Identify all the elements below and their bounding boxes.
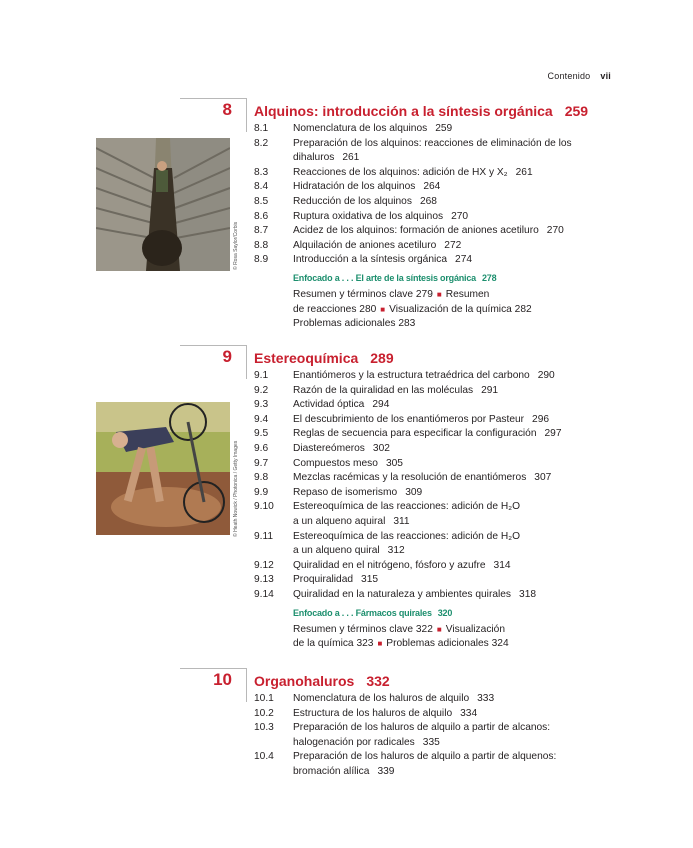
section-page: 261 — [342, 152, 360, 164]
chapter-photo-cyclist — [96, 402, 230, 535]
toc-entry[interactable] — [254, 239, 614, 254]
section-title: Reacciones de los alquinos: adición de HX y X₂ — [293, 166, 508, 178]
chapter-rule — [180, 98, 246, 99]
summary-item-page: 279 — [415, 288, 433, 300]
section-page: 305 — [385, 457, 403, 469]
chapter-entries — [254, 369, 614, 652]
summary-item[interactable] — [389, 304, 532, 315]
section-number: 9.4 — [254, 413, 269, 425]
section-number: 10.2 — [254, 707, 274, 719]
running-head — [548, 71, 611, 81]
summary-item-label[interactable]: Resumen — [445, 288, 490, 300]
section-number: 8.1 — [254, 123, 269, 134]
section-title: Estereoquímica de las reacciones: adición de H₂O — [293, 530, 521, 542]
section-page: 264 — [423, 181, 441, 193]
section-number: 10.4 — [254, 751, 274, 763]
summary-item-label: Visualización de la química — [389, 303, 512, 315]
section-page: 290 — [537, 370, 555, 381]
toc-entry[interactable] — [254, 137, 614, 166]
section-page: 268 — [419, 195, 437, 207]
section-title: Actividad óptica — [293, 399, 365, 411]
focus-page: 278 — [481, 272, 497, 283]
chapter-page: 332 — [366, 673, 390, 689]
section-title: Quiralidad en la naturaleza y ambientes quirales — [293, 588, 512, 600]
section-title: Hidratación de los alquinos — [293, 181, 416, 193]
section-title: El descubrimiento de los enantiómeros por Pasteur — [293, 413, 525, 425]
summary-item-label[interactable]: Visualización — [445, 623, 506, 635]
section-title-cont: dihaluros — [293, 152, 335, 164]
summary-item-page: 322 — [415, 623, 433, 635]
toc-entry[interactable] — [254, 486, 614, 501]
focus-page: 320 — [437, 607, 453, 618]
summary-item-page: 323 — [356, 638, 374, 650]
toc-entry[interactable] — [254, 384, 614, 399]
summary-line — [293, 317, 614, 332]
chapter-title-text: Organohaluros — [254, 673, 355, 689]
section-title: Alquilación de aniones acetiluro — [293, 239, 437, 251]
section-title-cont: bromación alílica — [293, 765, 370, 777]
summary-item[interactable] — [386, 638, 508, 649]
photo-credit: © Rosa Saylor/Corbis — [233, 221, 239, 270]
chapter-entries — [254, 692, 614, 780]
bullet-icon: ■ — [377, 639, 383, 649]
section-number: 9.12 — [254, 559, 274, 571]
section-page: 309 — [405, 486, 423, 498]
toc-entry[interactable] — [254, 692, 614, 707]
focus-on-link[interactable] — [293, 271, 614, 285]
section-title: Razón de la quiralidad en las moléculas — [293, 384, 474, 396]
chapter-title[interactable] — [254, 673, 390, 689]
summary-line — [293, 637, 614, 652]
toc-entry[interactable] — [254, 413, 614, 428]
section-title-cont: halogenación por radicales — [293, 736, 415, 748]
section-number: 8.2 — [254, 137, 269, 149]
summary-item-label: Resumen y términos clave — [293, 288, 414, 300]
section-title: Quiralidad en el nitrógeno, fósforo y azufre — [293, 559, 486, 571]
section-number: 9.5 — [254, 428, 269, 440]
bullet-icon: ■ — [436, 289, 442, 299]
section-title-cont: a un alqueno quiral — [293, 545, 380, 557]
summary-item[interactable] — [293, 289, 433, 300]
chapter-entries — [254, 122, 614, 332]
section-number: 9.13 — [254, 574, 274, 586]
section-page: 291 — [481, 384, 499, 396]
toc-entry[interactable] — [254, 210, 614, 225]
section-number: 9.10 — [254, 501, 274, 513]
section-title: Nomenclatura de los haluros de alquilo — [293, 693, 470, 704]
section-number: 9.6 — [254, 442, 269, 454]
section-page: 334 — [460, 707, 478, 719]
section-number: 8.5 — [254, 195, 269, 207]
section-title: Preparación de los alquinos: reacciones de eliminación de los — [293, 137, 572, 149]
toc-entry[interactable] — [254, 573, 614, 588]
section-number: 8.7 — [254, 225, 269, 237]
section-title: Estereoquímica de las reacciones: adición de H₂O — [293, 501, 521, 513]
summary-item-label: Problemas adicionales — [386, 638, 489, 650]
section-page: 333 — [477, 693, 495, 704]
section-page: 315 — [361, 574, 379, 586]
summary-item[interactable] — [293, 318, 415, 329]
toc-entry[interactable] — [254, 442, 614, 457]
toc-entry[interactable] — [254, 427, 614, 442]
section-number: 8.6 — [254, 210, 269, 222]
section-title: Enantiómeros y la estructura tetraédrica del carbono — [293, 370, 530, 381]
section-page: 294 — [372, 399, 390, 411]
summary-item-page: 324 — [491, 638, 509, 650]
chapter-title[interactable] — [254, 103, 588, 119]
section-page: 297 — [544, 428, 562, 440]
summary-line — [293, 623, 614, 638]
section-title: Introducción a la síntesis orgánica — [293, 254, 448, 266]
section-number: 10.3 — [254, 722, 274, 734]
section-title: Nomenclatura de los alquinos — [293, 123, 428, 134]
chapter-rule — [246, 668, 247, 702]
chapter-page: 289 — [370, 350, 394, 366]
section-number: 9.9 — [254, 486, 269, 498]
section-page: 296 — [532, 413, 550, 425]
toc-entry[interactable] — [254, 471, 614, 486]
chapter-number: 10 — [213, 670, 232, 689]
section-title: Acidez de los alquinos: formación de aniones acetiluro — [293, 225, 539, 237]
summary-item-page: 280 — [359, 303, 377, 315]
toc-entry[interactable] — [254, 530, 614, 559]
summary-item-label[interactable]: de la química — [293, 638, 354, 650]
toc-entry[interactable] — [254, 398, 614, 413]
section-title: Estructura de los haluros de alquilo — [293, 707, 453, 719]
section-page: 339 — [377, 765, 395, 777]
section-page: 274 — [455, 254, 473, 266]
section-title: Preparación de los haluros de alquilo a partir de alquenos: — [293, 751, 557, 763]
section-title: Proquiralidad — [293, 574, 354, 586]
chapter-title-text: Estereoquímica — [254, 350, 359, 366]
section-page: 272 — [444, 239, 462, 251]
summary-item-page: 282 — [514, 303, 532, 315]
running-head-label: Contenido — [547, 71, 591, 81]
section-number: 9.11 — [254, 530, 274, 542]
section-title: Ruptura oxidativa de los alquinos — [293, 210, 444, 222]
toc-entry[interactable] — [254, 721, 614, 750]
section-title-cont: a un alqueno aquiral — [293, 515, 386, 527]
chapter-number: 8 — [222, 100, 232, 119]
section-number: 9.2 — [254, 384, 269, 396]
toc-entry[interactable] — [254, 195, 614, 210]
section-page: 314 — [493, 559, 511, 571]
section-number: 9.7 — [254, 457, 269, 469]
section-page: 302 — [372, 442, 390, 454]
section-title: Reglas de secuencia para especificar la configuración — [293, 428, 537, 440]
section-page: 312 — [387, 545, 405, 557]
summary-item-label[interactable]: de reacciones — [293, 303, 357, 315]
chapter-title-text: Alquinos: introducción a la síntesis orgánica — [254, 103, 553, 119]
chapter-photo-tunnel — [96, 138, 230, 271]
chapter-summary — [293, 623, 614, 652]
chapter-number: 9 — [222, 347, 232, 366]
section-page: 261 — [515, 166, 533, 178]
toc-entry[interactable] — [254, 166, 614, 181]
focus-label: Enfocado a . . . El arte de la síntesis orgánica — [293, 272, 476, 283]
photo-credit: © Heath Nowick / Photonica / Getty Images — [233, 440, 239, 537]
section-number: 9.1 — [254, 370, 269, 381]
chapter-summary — [293, 288, 614, 332]
toc-entry[interactable] — [254, 707, 614, 722]
section-number: 9.14 — [254, 588, 274, 600]
section-number: 8.4 — [254, 181, 269, 193]
section-title: Diastereómeros — [293, 442, 365, 454]
toc-entry[interactable] — [254, 180, 614, 195]
section-number: 9.3 — [254, 399, 269, 411]
bullet-icon: ■ — [436, 624, 442, 634]
summary-item-label: Resumen y términos clave — [293, 623, 414, 635]
toc-entry[interactable] — [254, 369, 614, 384]
summary-item[interactable] — [293, 624, 433, 635]
chapter-rule — [246, 345, 247, 379]
section-page: 270 — [546, 225, 564, 237]
chapter-rule — [180, 345, 246, 346]
bullet-icon: ■ — [380, 304, 386, 314]
toc-entry[interactable] — [254, 500, 614, 529]
chapter-rule — [180, 668, 246, 669]
focus-on-link[interactable] — [293, 606, 614, 620]
chapter-page: 259 — [564, 103, 589, 119]
toc-entry[interactable] — [254, 457, 614, 472]
toc-entry[interactable] — [254, 588, 614, 603]
toc-entry[interactable] — [254, 122, 614, 137]
summary-item-page: 283 — [398, 318, 416, 330]
section-number: 8.3 — [254, 166, 269, 178]
section-number: 8.9 — [254, 254, 269, 266]
section-title: Mezclas racémicas y la resolución de enantiómeros — [293, 472, 527, 484]
toc-entry[interactable] — [254, 253, 614, 268]
section-page: 259 — [435, 123, 453, 134]
section-title: Repaso de isomerismo — [293, 486, 398, 498]
chapter-rule — [246, 98, 247, 132]
toc-entry[interactable] — [254, 224, 614, 239]
summary-line — [293, 303, 614, 318]
section-number: 8.8 — [254, 239, 269, 251]
running-head-page: vii — [600, 71, 611, 81]
section-page: 307 — [534, 472, 552, 484]
section-page: 335 — [422, 736, 440, 748]
focus-label: Enfocado a . . . Fármacos quirales — [293, 607, 432, 618]
summary-item-label: Problemas adicionales — [293, 318, 396, 330]
section-number: 10.1 — [254, 693, 274, 704]
toc-entry[interactable] — [254, 750, 614, 779]
section-number: 9.8 — [254, 472, 269, 484]
section-page: 270 — [451, 210, 469, 222]
toc-entry[interactable] — [254, 559, 614, 574]
summary-line — [293, 288, 614, 303]
chapter-title[interactable] — [254, 350, 394, 366]
section-title: Compuestos meso — [293, 457, 378, 469]
section-page: 311 — [393, 515, 410, 527]
section-page: 318 — [519, 588, 537, 600]
section-title: Preparación de los haluros de alquilo a partir de alcanos: — [293, 722, 551, 734]
section-title: Reducción de los alquinos — [293, 195, 412, 207]
